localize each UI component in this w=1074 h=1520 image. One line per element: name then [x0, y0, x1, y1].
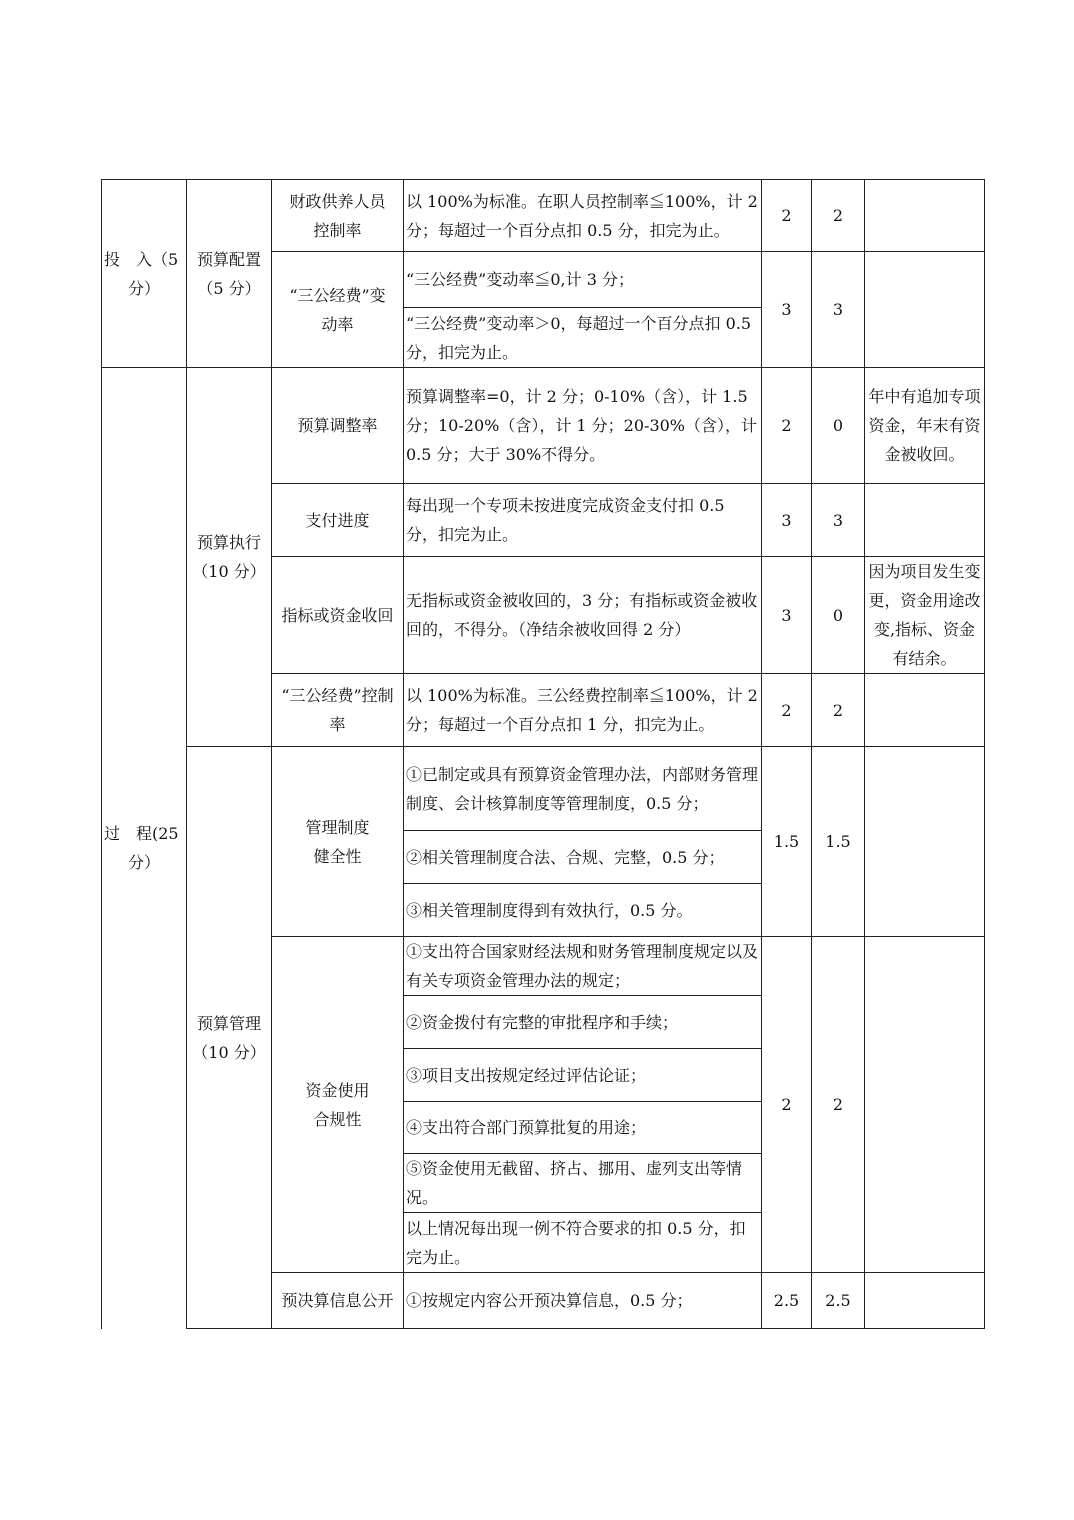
criteria-cell: ⑤资金使用无截留、挤占、挪用、虚列支出等情况。 — [404, 1154, 762, 1213]
criteria-cell: “三公经费”变动率＞0，每超过一个百分点扣 0.5 分，扣完为止。 — [404, 308, 762, 368]
note-cell — [865, 252, 985, 368]
level2-text: （10 分） — [192, 1042, 266, 1062]
criteria-cell: 每出现一个专项未按进度完成资金支付扣 0.5 分，扣完为止。 — [404, 484, 762, 557]
criteria-cell: 以上情况每出现一例不符合要求的扣 0.5 分，扣完为止。 — [404, 1213, 762, 1273]
criteria-cell: “三公经费”变动率≦0,计 3 分； — [404, 252, 762, 308]
score-cell: 1.5 — [762, 747, 812, 937]
level2-budget-management — [187, 747, 272, 1329]
level1-text: 投 入（5 — [104, 249, 179, 269]
criteria-cell: ③相关管理制度得到有效执行，0.5 分。 — [404, 884, 762, 937]
actual-score-cell: 1.5 — [812, 747, 865, 937]
criteria-cell: ②资金拨付有完整的审批程序和手续； — [404, 996, 762, 1049]
score-cell: 2 — [762, 937, 812, 1273]
criteria-cell: ②相关管理制度合法、合规、完整，0.5 分； — [404, 831, 762, 884]
score-cell: 3 — [762, 557, 812, 674]
score-cell: 3 — [762, 252, 812, 368]
indicator-text: 管理制度 — [305, 817, 370, 837]
criteria-cell: ①按规定内容公开预决算信息，0.5 分； — [404, 1273, 762, 1329]
level1-input — [102, 180, 187, 368]
table-row — [102, 747, 985, 831]
indicator-text: 财政供养人员 — [289, 191, 386, 211]
note-cell — [865, 747, 985, 937]
actual-score-cell: 0 — [812, 557, 865, 674]
level2-text: 预算执行 — [196, 533, 261, 552]
indicator-text: 资金使用 — [305, 1080, 370, 1100]
criteria-cell: 预算调整率=0，计 2 分；0-10%（含），计 1.5 分；10-20%（含），计 1 分；20-30%（含），计 0.5 分；大于 30%不得分。 — [404, 368, 762, 484]
indicator-cell: 预算调整率 — [272, 368, 404, 484]
level1-process — [102, 368, 187, 1329]
level2-budget-execution — [187, 368, 272, 747]
indicator-cell — [272, 937, 404, 1273]
indicator-text: 合规性 — [313, 1109, 362, 1129]
actual-score-cell: 3 — [812, 252, 865, 368]
score-cell: 2 — [762, 368, 812, 484]
indicator-cell: 指标或资金收回 — [272, 557, 404, 674]
criteria-cell: ①已制定或具有预算资金管理办法，内部财务管理制度、会计核算制度等管理制度，0.5 分； — [404, 747, 762, 831]
indicator-cell — [272, 252, 404, 368]
indicator-text: 控制率 — [313, 220, 362, 240]
indicator-text: 动率 — [321, 314, 354, 334]
score-cell: 3 — [762, 484, 812, 557]
level2-text: （5 分） — [197, 278, 261, 298]
indicator-cell: “三公经费”控制率 — [272, 674, 404, 747]
criteria-cell: ①支出符合国家财经法规和财务管理制度规定以及有关专项资金管理办法的规定； — [404, 937, 762, 996]
evaluation-table — [101, 179, 985, 1329]
note-cell — [865, 674, 985, 747]
criteria-cell: 以 100%为标准。三公经费控制率≦100%，计 2 分；每超过一个百分点扣 1 分，扣完为止。 — [404, 674, 762, 747]
note-cell — [865, 180, 985, 252]
note-cell: 因为项目发生变更，资金用途改变,指标、资金有结余。 — [865, 557, 985, 674]
score-cell: 2 — [762, 674, 812, 747]
actual-score-cell: 2.5 — [812, 1273, 865, 1329]
level2-text: （10 分） — [192, 562, 266, 581]
criteria-cell: ③项目支出按规定经过评估论证； — [404, 1049, 762, 1102]
indicator-cell: 预决算信息公开 — [272, 1273, 404, 1329]
note-cell — [865, 1273, 985, 1329]
actual-score-cell: 2 — [812, 937, 865, 1273]
level2-text: 预算配置 — [196, 249, 261, 269]
actual-score-cell: 3 — [812, 484, 865, 557]
level2-budget-config — [187, 180, 272, 368]
actual-score-cell: 0 — [812, 368, 865, 484]
level1-text: 分） — [127, 853, 160, 873]
criteria-cell: ④支出符合部门预算批复的用途； — [404, 1102, 762, 1154]
indicator-cell — [272, 747, 404, 937]
indicator-cell: 支付进度 — [272, 484, 404, 557]
score-cell: 2.5 — [762, 1273, 812, 1329]
actual-score-cell: 2 — [812, 180, 865, 252]
level1-text: 过 程(25 — [104, 824, 179, 844]
indicator-text: “三公经费”变 — [289, 285, 386, 305]
criteria-cell: 无指标或资金被收回的，3 分；有指标或资金被收回的，不得分。（净结余被收回得 2 分） — [404, 557, 762, 674]
score-cell: 2 — [762, 180, 812, 252]
actual-score-cell: 2 — [812, 674, 865, 747]
level1-text: 分） — [127, 278, 160, 298]
indicator-text: 健全性 — [313, 846, 362, 866]
indicator-cell — [272, 180, 404, 252]
note-cell — [865, 937, 985, 1273]
criteria-cell: 以 100%为标准。在职人员控制率≦100%，计 2 分；每超过一个百分点扣 0.5 分，扣完为止。 — [404, 180, 762, 252]
note-cell: 年中有追加专项资金，年末有资金被收回。 — [865, 368, 985, 484]
table-row — [102, 180, 985, 252]
level2-text: 预算管理 — [196, 1013, 261, 1033]
note-cell — [865, 484, 985, 557]
table-row — [102, 368, 985, 484]
